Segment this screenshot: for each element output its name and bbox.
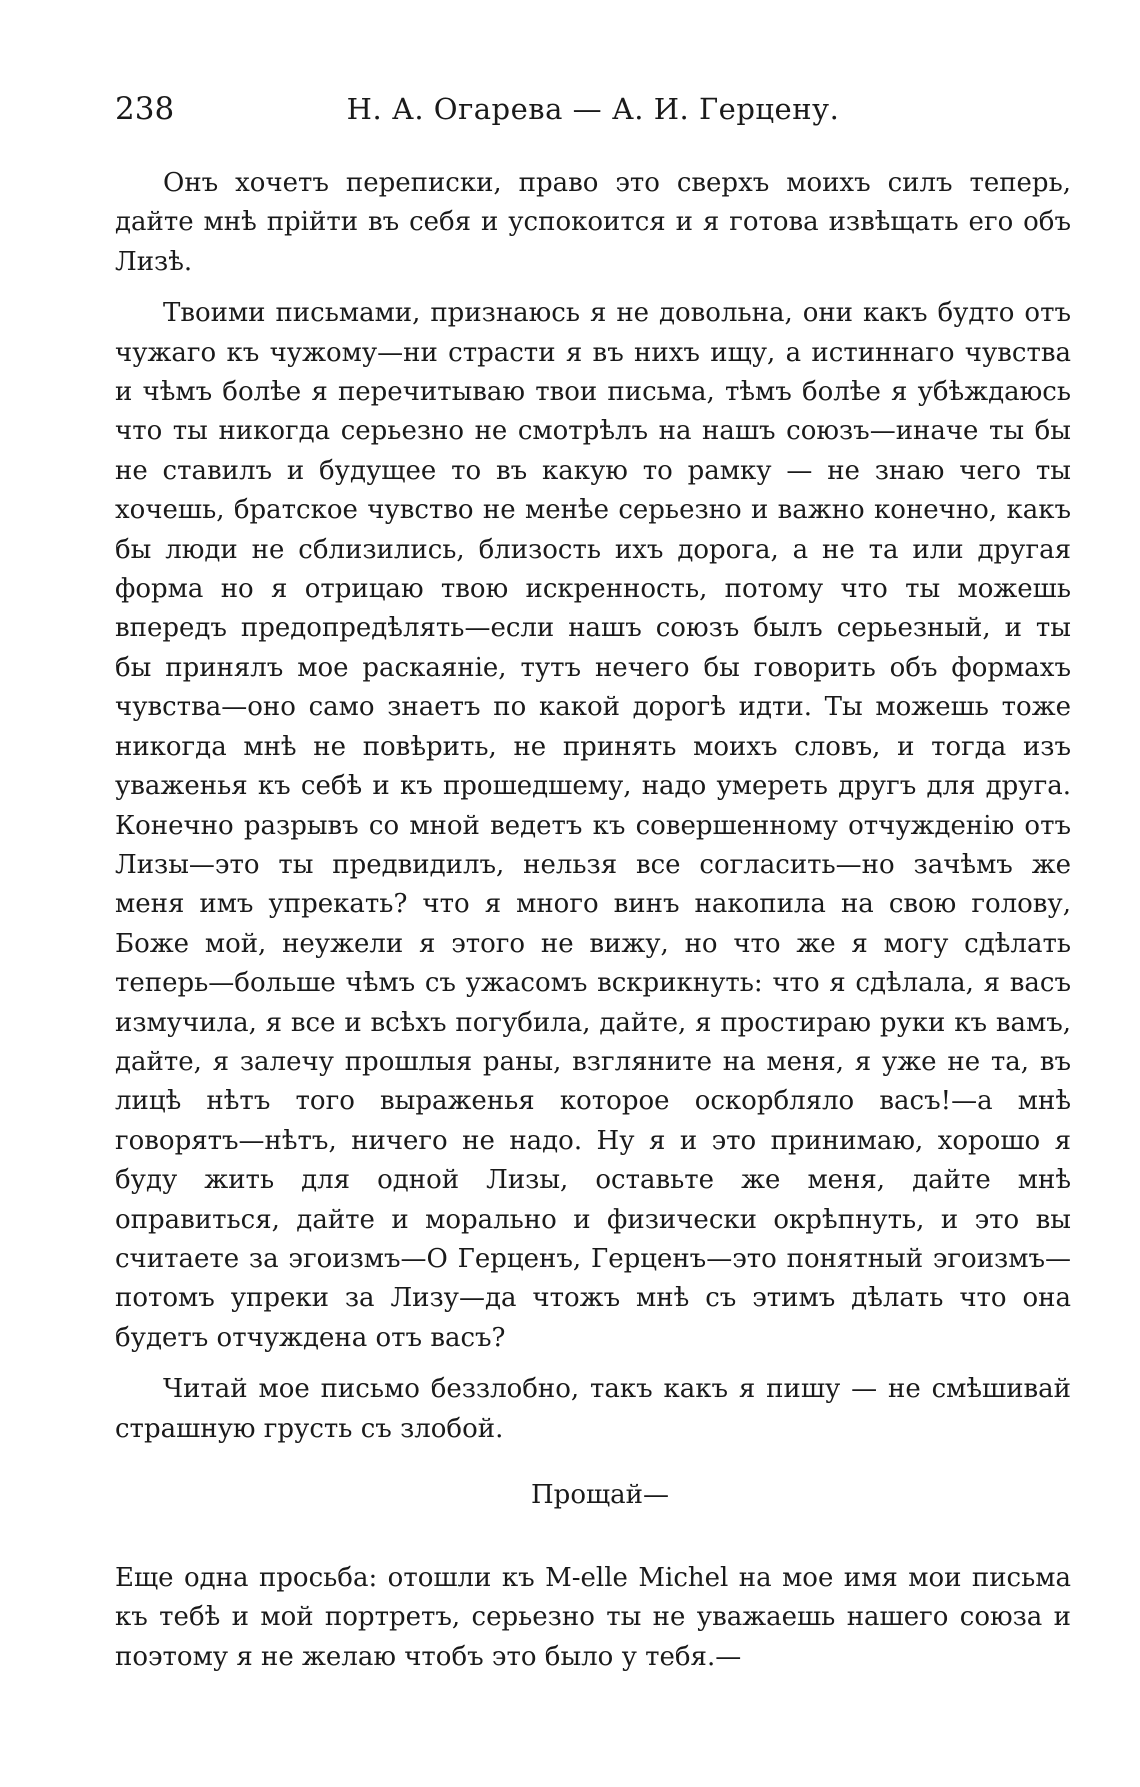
paragraph-1: Онъ хочетъ переписки, право это сверхъ моихъ силъ теперь, дайте мнѣ прійти въ себя и успокоится и я готова извѣщать его объ Лизѣ. [115, 168, 1071, 277]
page-number: 238 [115, 91, 175, 127]
letter-body [115, 164, 1071, 1449]
book-page [115, 84, 1071, 1677]
running-head [115, 84, 1071, 134]
running-title: Н. А. Огарева — А. И. Герцену. [346, 92, 840, 126]
postscript: Еще одна просьба: отошли къ M-elle Michel на мое имя мои письма къ тебѣ и мой портретъ, серьезно ты не уважаешь нашего союза и поэтому я не желаю чтобъ это было у тебя.— [115, 1563, 1071, 1672]
paragraph-3: Читай мое письмо беззлобно, такъ какъ я пишу — не смѣшивай страшную грусть съ злобой. [115, 1374, 1071, 1444]
farewell-line: Прощай— [531, 1480, 669, 1510]
paragraph-2: Твоими письмами, признаюсь я не довольна, они какъ будто отъ чужаго къ чужому—ни страсти я въ нихъ ищу, а истиннаго чувства и чѣмъ болѣе я перечитываю твои письма, тѣмъ болѣе я убѣждаюсь что ты никогда серьезно не смотрѣлъ на нашъ союзъ—иначе ты бы не ставилъ и будущее то въ какую то рамку — не знаю чего ты хочешь, братское чувство не менѣе серьезно и важно конечно, какъ бы люди не сблизились, близость ихъ дорога, а не та или другая форма но я отрицаю твою искренность, потому что ты можешь впередъ предопредѣлять—если нашъ союзъ былъ серьезный, и ты бы принялъ мое раскаяніе, тутъ нечего бы говорить объ формахъ чувства—оно само знаетъ по какой дорогѣ идти. Ты можешь тоже никогда мнѣ не повѣрить, не принять моихъ словъ, и тогда изъ уваженья къ себѣ и къ прошедшему, надо умереть другъ для друга. Конечно разрывъ со мной ведетъ къ совершенному отчужденію отъ Лизы—это ты предвидилъ, нельзя все согласить—но зачѣмъ же меня имъ упрекать? что я много винъ накопила на свою голову, Боже мой, неужели я этого не вижу, но что же я могу сдѣлать теперь—больше чѣмъ съ ужасомъ вскрикнуть: что я сдѣлала, я васъ измучила, я все и всѣхъ погубила, дайте, я простираю руки къ вамъ, дайте, я залечу прошлыя раны, взгляните на меня, я уже не та, въ лицѣ нѣтъ того выраженья которое оскорбляло васъ!—а мнѣ говорятъ—нѣтъ, ничего не надо. Ну я и это принимаю, хорошо я буду жить для одной Лизы, оставьте же меня, дайте мнѣ оправиться, дайте и морально и физически окрѣпнуть, и это вы считаете за эгоизмъ—О Герценъ, Герценъ—это понятный эгоизмъ—потомъ упреки за Лизу—да чтожъ мнѣ съ этимъ дѣлать что она будетъ отчуждена отъ васъ? [115, 298, 1071, 1353]
